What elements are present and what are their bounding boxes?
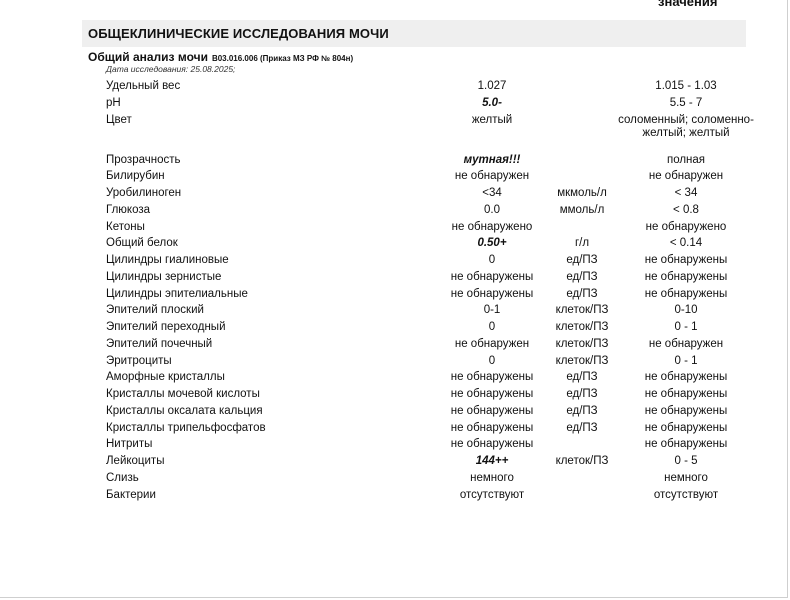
analysis-title-text: Общий анализ мочи bbox=[88, 50, 208, 64]
result-value: 0-1 bbox=[483, 304, 501, 317]
table-row bbox=[0, 422, 790, 439]
result-unit: ед/ПЗ bbox=[566, 404, 598, 417]
result-unit: ед/ПЗ bbox=[566, 421, 598, 434]
result-reference: немного bbox=[664, 471, 708, 484]
result-reference: отсутствуют bbox=[653, 488, 719, 501]
result-name: Нитриты bbox=[106, 438, 153, 451]
section-title: ОБЩЕКЛИНИЧЕСКИЕ ИССЛЕДОВАНИЯ МОЧИ bbox=[88, 26, 389, 41]
result-value: не обнаружены bbox=[450, 388, 534, 400]
result-value: не обнаружены bbox=[450, 371, 534, 384]
result-name: Кристаллы трипельфосфатов bbox=[106, 421, 266, 434]
result-unit: ед/ПЗ bbox=[566, 287, 598, 300]
result-name: Цилиндры гиалиновые bbox=[106, 254, 229, 266]
result-reference: не обнаружены bbox=[644, 254, 728, 266]
result-value: 5.0- bbox=[482, 96, 502, 109]
result-name: Удельный вес bbox=[106, 80, 181, 92]
table-row bbox=[0, 170, 790, 187]
table-row bbox=[0, 114, 790, 154]
analysis-code: B03.016.006 (Приказ МЗ РФ № 804н) bbox=[211, 54, 354, 63]
table-row bbox=[0, 438, 790, 455]
table-row bbox=[0, 338, 790, 355]
result-name: Кристаллы оксалата кальция bbox=[106, 404, 263, 417]
result-value: <34 bbox=[482, 187, 502, 199]
result-reference: не обнаружен bbox=[648, 337, 724, 350]
result-value: 0.50+ bbox=[477, 237, 507, 250]
result-name: Цилиндры зернистые bbox=[106, 270, 222, 283]
result-name: Глюкоза bbox=[106, 203, 151, 216]
result-name: pH bbox=[106, 96, 121, 109]
results-table bbox=[0, 80, 790, 505]
result-reference: соломенный; соломенно-желтый; желтый bbox=[618, 113, 754, 139]
result-reference: не обнаружены bbox=[644, 404, 728, 417]
result-reference: не обнаружены bbox=[644, 388, 728, 400]
table-row bbox=[0, 288, 790, 305]
result-unit: клеток/ПЗ bbox=[555, 354, 609, 367]
analysis-date: Дата исследования: 25.08.2025; bbox=[106, 64, 236, 74]
result-value: 1.027 bbox=[477, 80, 507, 92]
column-header-reference-cut: значения bbox=[658, 0, 718, 9]
result-reference: не обнаружен bbox=[648, 170, 724, 183]
table-row bbox=[0, 472, 790, 489]
result-name: Цилиндры эпителиальные bbox=[106, 287, 248, 300]
result-name: Эпителий почечный bbox=[106, 337, 213, 350]
result-value: 0 bbox=[488, 254, 496, 266]
result-value: 0 bbox=[488, 321, 496, 333]
table-row bbox=[0, 489, 790, 506]
result-name: Билирубин bbox=[106, 170, 165, 183]
table-row bbox=[0, 254, 790, 271]
result-reference: < 0.8 bbox=[673, 203, 699, 216]
result-name: Уробилиноген bbox=[106, 187, 182, 199]
result-unit: г/л bbox=[574, 237, 590, 250]
result-name: Эритроциты bbox=[106, 354, 172, 367]
table-row bbox=[0, 187, 790, 204]
result-unit: ед/ПЗ bbox=[566, 388, 598, 400]
result-unit: ммоль/л bbox=[559, 203, 605, 216]
table-row bbox=[0, 321, 790, 338]
result-reference: не обнаружены bbox=[644, 438, 728, 451]
table-row bbox=[0, 221, 790, 238]
table-row bbox=[0, 97, 790, 114]
result-name: Кристаллы мочевой кислоты bbox=[106, 388, 260, 400]
table-row bbox=[0, 304, 790, 321]
result-value: мутная!!! bbox=[463, 153, 521, 166]
table-row bbox=[0, 80, 790, 97]
result-value: не обнаружены bbox=[450, 421, 534, 434]
result-value: 0 bbox=[488, 354, 496, 367]
result-value: не обнаружены bbox=[450, 438, 534, 451]
result-unit: ед/ПЗ bbox=[566, 371, 598, 384]
result-value: отсутствуют bbox=[459, 488, 525, 501]
result-value: немного bbox=[470, 471, 514, 484]
result-value: не обнаружено bbox=[451, 220, 533, 233]
result-name: Слизь bbox=[106, 471, 139, 484]
analysis-title bbox=[88, 50, 353, 64]
table-row bbox=[0, 405, 790, 422]
result-reference: < 34 bbox=[674, 187, 698, 199]
result-reference: < 0.14 bbox=[669, 237, 703, 250]
table-row bbox=[0, 388, 790, 405]
result-name: Бактерии bbox=[106, 488, 156, 501]
table-row bbox=[0, 455, 790, 472]
result-reference: 0 - 1 bbox=[674, 354, 698, 367]
result-reference: 0 - 5 bbox=[674, 455, 698, 467]
table-row bbox=[0, 271, 790, 288]
table-row bbox=[0, 371, 790, 388]
result-value: не обнаружены bbox=[450, 287, 534, 300]
result-value: 0.0 bbox=[484, 203, 500, 216]
result-reference: 5.5 - 7 bbox=[669, 96, 703, 109]
result-name: Эпителий плоский bbox=[106, 304, 204, 317]
result-reference: полная bbox=[666, 153, 706, 166]
result-reference: 1.015 - 1.03 bbox=[655, 80, 717, 92]
result-unit: мкмоль/л bbox=[557, 187, 607, 199]
result-reference: не обнаружены bbox=[644, 421, 728, 434]
table-row bbox=[0, 154, 790, 171]
result-reference: не обнаружены bbox=[644, 371, 728, 384]
result-reference: не обнаружены bbox=[644, 270, 728, 283]
result-value: не обнаружен bbox=[454, 170, 530, 183]
result-value: 144++ bbox=[475, 455, 509, 467]
result-unit: ед/ПЗ bbox=[566, 254, 598, 266]
result-name: Эпителий переходный bbox=[106, 321, 226, 333]
result-reference: 0 - 1 bbox=[674, 321, 698, 333]
result-name: Лейкоциты bbox=[106, 455, 165, 467]
result-unit: клеток/ПЗ bbox=[555, 455, 609, 467]
result-value: желтый bbox=[471, 113, 513, 126]
result-reference: 0-10 bbox=[674, 304, 698, 317]
table-row bbox=[0, 237, 790, 254]
result-name: Общий белок bbox=[106, 237, 178, 250]
result-name: Цвет bbox=[106, 113, 132, 126]
result-unit: клеток/ПЗ bbox=[555, 321, 609, 333]
result-value: не обнаружен bbox=[454, 337, 530, 350]
result-reference: не обнаружено bbox=[645, 220, 727, 233]
result-value: не обнаружены bbox=[450, 404, 534, 417]
table-row bbox=[0, 355, 790, 372]
result-name: Прозрачность bbox=[106, 153, 181, 166]
result-name: Аморфные кристаллы bbox=[106, 371, 225, 384]
result-reference: не обнаружены bbox=[644, 287, 728, 300]
table-row bbox=[0, 204, 790, 221]
result-unit: ед/ПЗ bbox=[566, 270, 598, 283]
result-unit: клеток/ПЗ bbox=[555, 337, 609, 350]
result-unit: клеток/ПЗ bbox=[555, 304, 609, 317]
result-name: Кетоны bbox=[106, 220, 145, 233]
result-value: не обнаружены bbox=[450, 270, 534, 283]
